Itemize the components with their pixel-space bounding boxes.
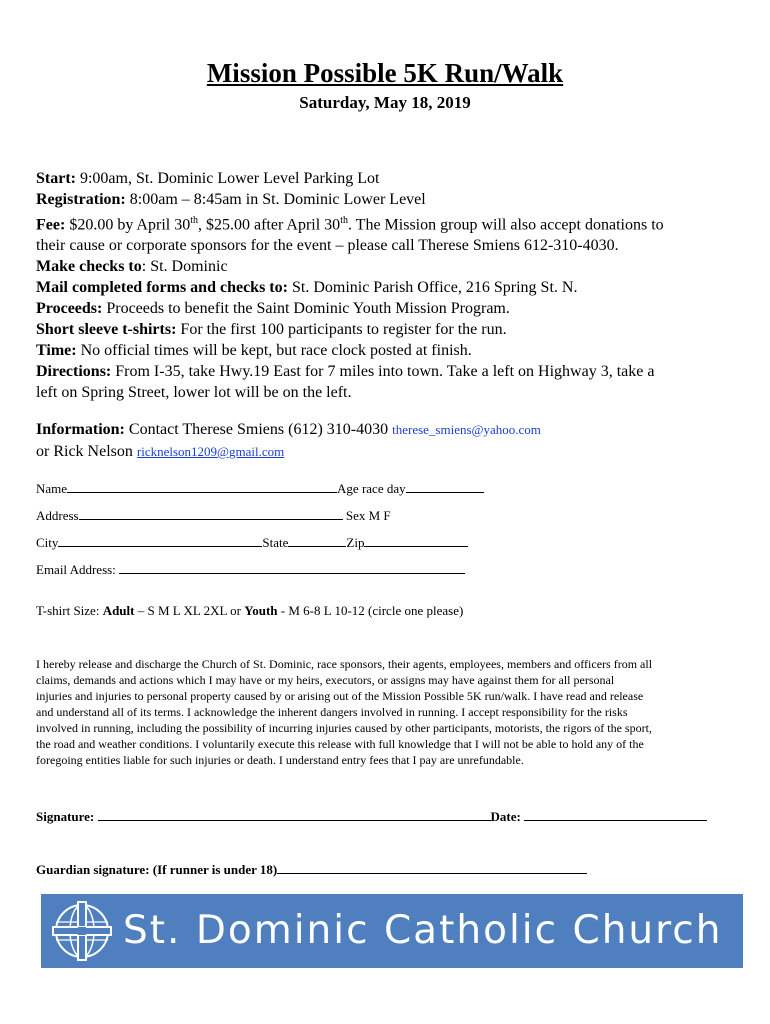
signature-label: Signature: [36,809,98,824]
proceeds-line: Proceeds: Proceeds to benefit the Saint Dominic Youth Mission Program. [36,300,510,318]
contact-line-2: or Rick Nelson ricknelson1209@gmail.com [36,443,285,460]
waiver-line: I hereby release and discharge the Church of St. Dominic, race sponsors, their agents, employees, members and officers from all [36,657,653,671]
name-label: Name [36,481,68,496]
tshirt-label: T-shirt Size: [36,603,103,618]
youth-sizes[interactable]: - M 6-8 L 10-12 (circle one please) [277,603,464,618]
waiver-line: foregoing entities liable for such injuries or death. I understand entry fees that I pay are unrefundable. [36,753,524,767]
address-label: Address [36,508,79,523]
waiver-line: and understand all of its terms. I acknowledge the inherent dangers involved in running. I accept responsibility for the risks [36,705,628,719]
contact-info [36,419,746,463]
start-line: Start: 9:00am, St. Dominic Lower Level Parking Lot [36,170,380,187]
registration-line: Registration: 8:00am – 8:45am in St. Dominic Lower Level [36,191,426,208]
city-label: City [36,535,59,550]
name-field[interactable] [67,480,337,493]
adult-label: Adult [102,603,135,618]
age-field[interactable] [406,480,484,493]
waiver-line: the road and weather conditions. I voluntarily execute this release with full knowledge that I will not be able to hold any of the [36,737,644,751]
adult-sizes[interactable]: – S M L XL 2XL or [134,603,245,618]
zip-field[interactable] [364,534,468,547]
email-label: Email Address: [36,562,120,577]
directions-line-2: left on Spring Street, lower lot will be on the left. [36,384,352,402]
cross-globe-icon [51,900,113,962]
fee-line: Fee: $20.00 by April 30th, $25.00 after April 30th. The Mission group will also accept donations to [36,215,664,234]
waiver-line: injuries and injuries to personal property caused by or arising out of the Mission Possible 5K run/walk. I have read and release [36,689,644,703]
tshirt-row [36,603,463,619]
release-waiver [36,656,752,768]
tshirts-line: Short sleeve t-shirts: For the first 100 participants to register for the run. [36,321,507,339]
guardian-row [36,861,587,878]
city-row [36,534,468,551]
email-row [36,561,465,578]
state-field[interactable] [288,534,346,547]
directions-line: Directions: From I-35, take Hwy.19 East for 7 miles into town. Take a left on Highway 3, take a [36,363,655,381]
checks-line: Make checks to: St. Dominic [36,258,228,276]
guardian-label: Guardian signature: (If runner is under 18) [36,862,278,877]
youth-label: Youth [244,603,278,618]
sex-label: Sex M F [342,508,391,523]
church-banner [41,894,743,968]
contact-line-1: Information: Contact Therese Smiens (612) 310-4030 therese_smiens@yahoo.com [36,421,541,438]
city-field[interactable] [58,534,262,547]
date-field[interactable] [524,808,707,821]
zip-label: Zip [346,535,365,550]
church-name: St. Dominic Catholic Church [123,908,723,953]
event-date: Saturday, May 18, 2019 [299,93,471,112]
mail-line: Mail completed forms and checks to: St. Dominic Parish Office, 216 Spring St. N. [36,279,578,297]
signature-row [36,808,707,825]
signature-field[interactable] [98,808,491,821]
fee-line-2: their cause or corporate sponsors for the event – please call Therese Smiens 612-310-4030. [36,237,619,255]
event-details [36,168,746,403]
guardian-signature-field[interactable] [277,861,587,874]
page-title: Mission Possible 5K Run/Walk [206,58,564,88]
waiver-line: claims, demands and actions which I may have or my heirs, executors, or assigns may have against them for all personal [36,673,615,687]
address-row [36,507,391,524]
email-address-field[interactable] [119,561,465,574]
address-field[interactable] [79,507,343,520]
email-link-rick[interactable]: ricknelson1209@gmail.com [136,444,285,459]
state-label: State [262,535,289,550]
email-link-therese[interactable]: therese_smiens@yahoo.com [392,422,541,437]
date-label: Date: [490,809,525,824]
age-label: Age race day [337,481,406,496]
time-line: Time: No official times will be kept, but race clock posted at finish. [36,342,472,360]
waiver-line: involved in running, including the possibility of incurring injuries caused by other participants, motorists, the rigors of the sport, [36,721,652,735]
name-row [36,480,484,497]
